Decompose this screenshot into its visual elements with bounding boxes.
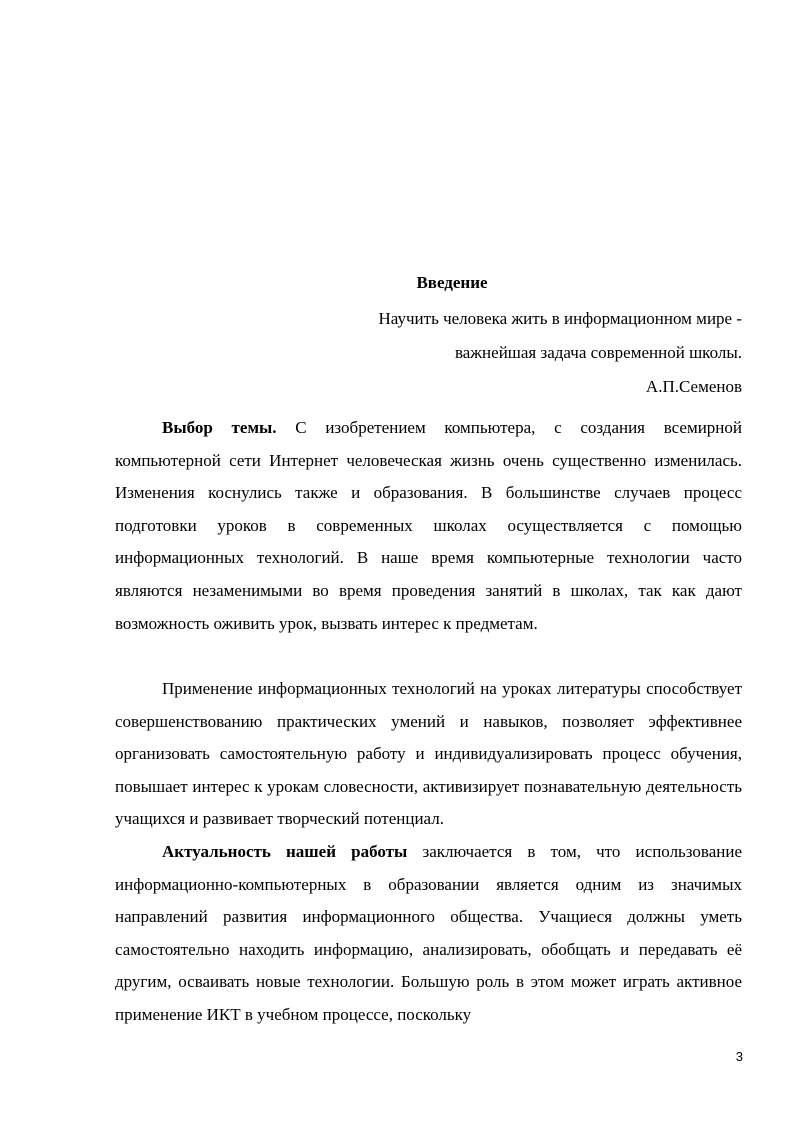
paragraph-lead-topic-choice: Выбор темы. [162,418,277,437]
section-title: Введение [416,273,488,292]
page-number: 3 [735,1049,743,1064]
paragraph-text-ict-usage: Применение информационных технологий на уроках литературы способствует совершенствованию практических умений и навыков, позволяет эффективнее организовать самостоятельную работу и индивидуализировать процесс обучения, повышает интерес к урокам словесности, активизирует познавательную деятельность учащихся и развивает творческий потенциал. [115,679,742,829]
paragraph-lead-relevance: Актуальность нашей работы [162,842,408,861]
epigraph [182,302,742,404]
paragraph-ict-usage [115,673,742,836]
paragraph-topic-choice [115,412,742,640]
paragraph-text-topic-choice: С изобретением компьютера, с создания всемирной компьютерной сети Интернет человеческая жизнь очень существенно изменилась. Изменения коснулись также и образования. В большинстве случаев процесс подготовки уроков в современных школах осуществляется с помощью информационных технологий. В наше время компьютерные технологии часто являются незаменимыми во время проведения занятий в школах, так как дают возможность оживить урок, вызвать интерес к предметам. [115,418,742,633]
paragraph-text-relevance: заключается в том, что использование информационно-компьютерных в образовании является одним из значимых направлений развития информационного общества. Учащиеся должны уметь самостоятельно находить информацию, анализировать, обобщать и передавать её другим, осваивать новые технологии. Большую роль в этом может играть активное применение ИКТ в учебном процессе, поскольку [115,842,743,1024]
paragraph-relevance [115,836,742,1032]
epigraph-author: А.П.Семенов [645,377,742,396]
epigraph-line-2: важнейшая задача современной школы. [454,343,742,362]
epigraph-line-1: Научить человека жить в информационном мире - [378,309,742,328]
